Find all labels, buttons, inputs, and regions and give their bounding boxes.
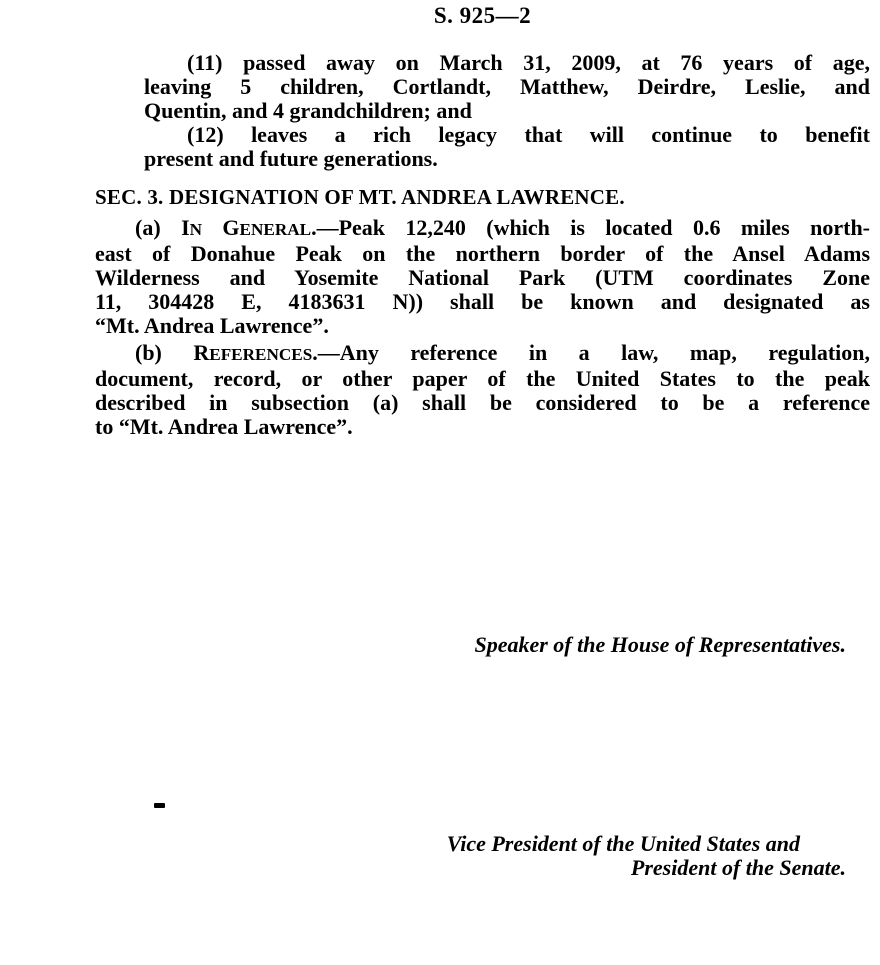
vice-president-signature-line-1: Vice President of the United States and bbox=[446, 831, 800, 856]
paragraph-subsection-b bbox=[95, 341, 870, 439]
small-caps-text: N bbox=[189, 220, 203, 239]
small-caps-text: N bbox=[266, 345, 279, 364]
small-caps-text: R bbox=[242, 345, 256, 364]
text-line: described in subsection (a) shall be considered to be a reference bbox=[95, 390, 870, 415]
text-line: (a) IN GENERAL.—Peak 12,240 (which is located 0.6 miles north- bbox=[135, 215, 871, 240]
page-header-number: S. 925—2 bbox=[433, 3, 532, 28]
small-caps-text: E bbox=[209, 345, 221, 364]
section-3-heading bbox=[95, 185, 870, 209]
text-line: east of Donahue Peak on the northern border of the Ansel Adams bbox=[95, 241, 870, 266]
small-caps-text: C bbox=[278, 345, 292, 364]
speaker-signature-line: Speaker of the House of Representatives. bbox=[474, 632, 846, 657]
small-caps-text: L bbox=[299, 220, 312, 239]
text-line: “Mt. Andrea Lawrence”. bbox=[95, 313, 329, 338]
small-caps-text: F bbox=[220, 345, 232, 364]
text-line: leaving 5 children, Cortlandt, Matthew, Deirdre, Leslie, and bbox=[144, 74, 870, 99]
text-line: document, record, or other paper of the United States to the peak bbox=[95, 366, 870, 391]
text-line: to “Mt. Andrea Lawrence”. bbox=[95, 414, 353, 439]
small-caps-text: E bbox=[291, 345, 303, 364]
vice-president-signature-line-2: President of the Senate. bbox=[630, 855, 846, 880]
small-caps-text: R bbox=[274, 220, 288, 239]
text-line: Quentin, and 4 grandchildren; and bbox=[144, 98, 472, 123]
bill-text-column bbox=[95, 0, 870, 439]
text-line: Wilderness and Yosemite National Park (UTM coordinates Zone bbox=[95, 265, 870, 290]
small-caps-text: N bbox=[251, 220, 264, 239]
small-caps-text: S bbox=[302, 345, 313, 364]
text-line: 11, 304428 E, 4183631 N)) shall be known and designated as bbox=[95, 289, 870, 314]
small-caps-text: E bbox=[263, 220, 275, 239]
scan-artifact-mark bbox=[154, 803, 165, 808]
small-caps-text: E bbox=[255, 345, 267, 364]
small-caps-text: A bbox=[287, 220, 300, 239]
text-line: (12) leaves a rich legacy that will continue to benefit bbox=[187, 122, 870, 147]
text-line: (b) REFERENCES.—Any reference in a law, map, regulation, bbox=[135, 340, 871, 365]
small-caps-text: E bbox=[231, 345, 243, 364]
paragraph-clause-12 bbox=[144, 123, 870, 171]
paragraph-clause-11 bbox=[144, 51, 870, 123]
paragraph-subsection-a bbox=[95, 216, 870, 338]
text-line: (11) passed away on March 31, 2009, at 76 years of age, bbox=[187, 50, 870, 75]
small-caps-text: E bbox=[239, 220, 251, 239]
text-line: present and future generations. bbox=[144, 146, 438, 171]
text-line: SEC. 3. DESIGNATION OF MT. ANDREA LAWRENCE. bbox=[95, 185, 625, 209]
